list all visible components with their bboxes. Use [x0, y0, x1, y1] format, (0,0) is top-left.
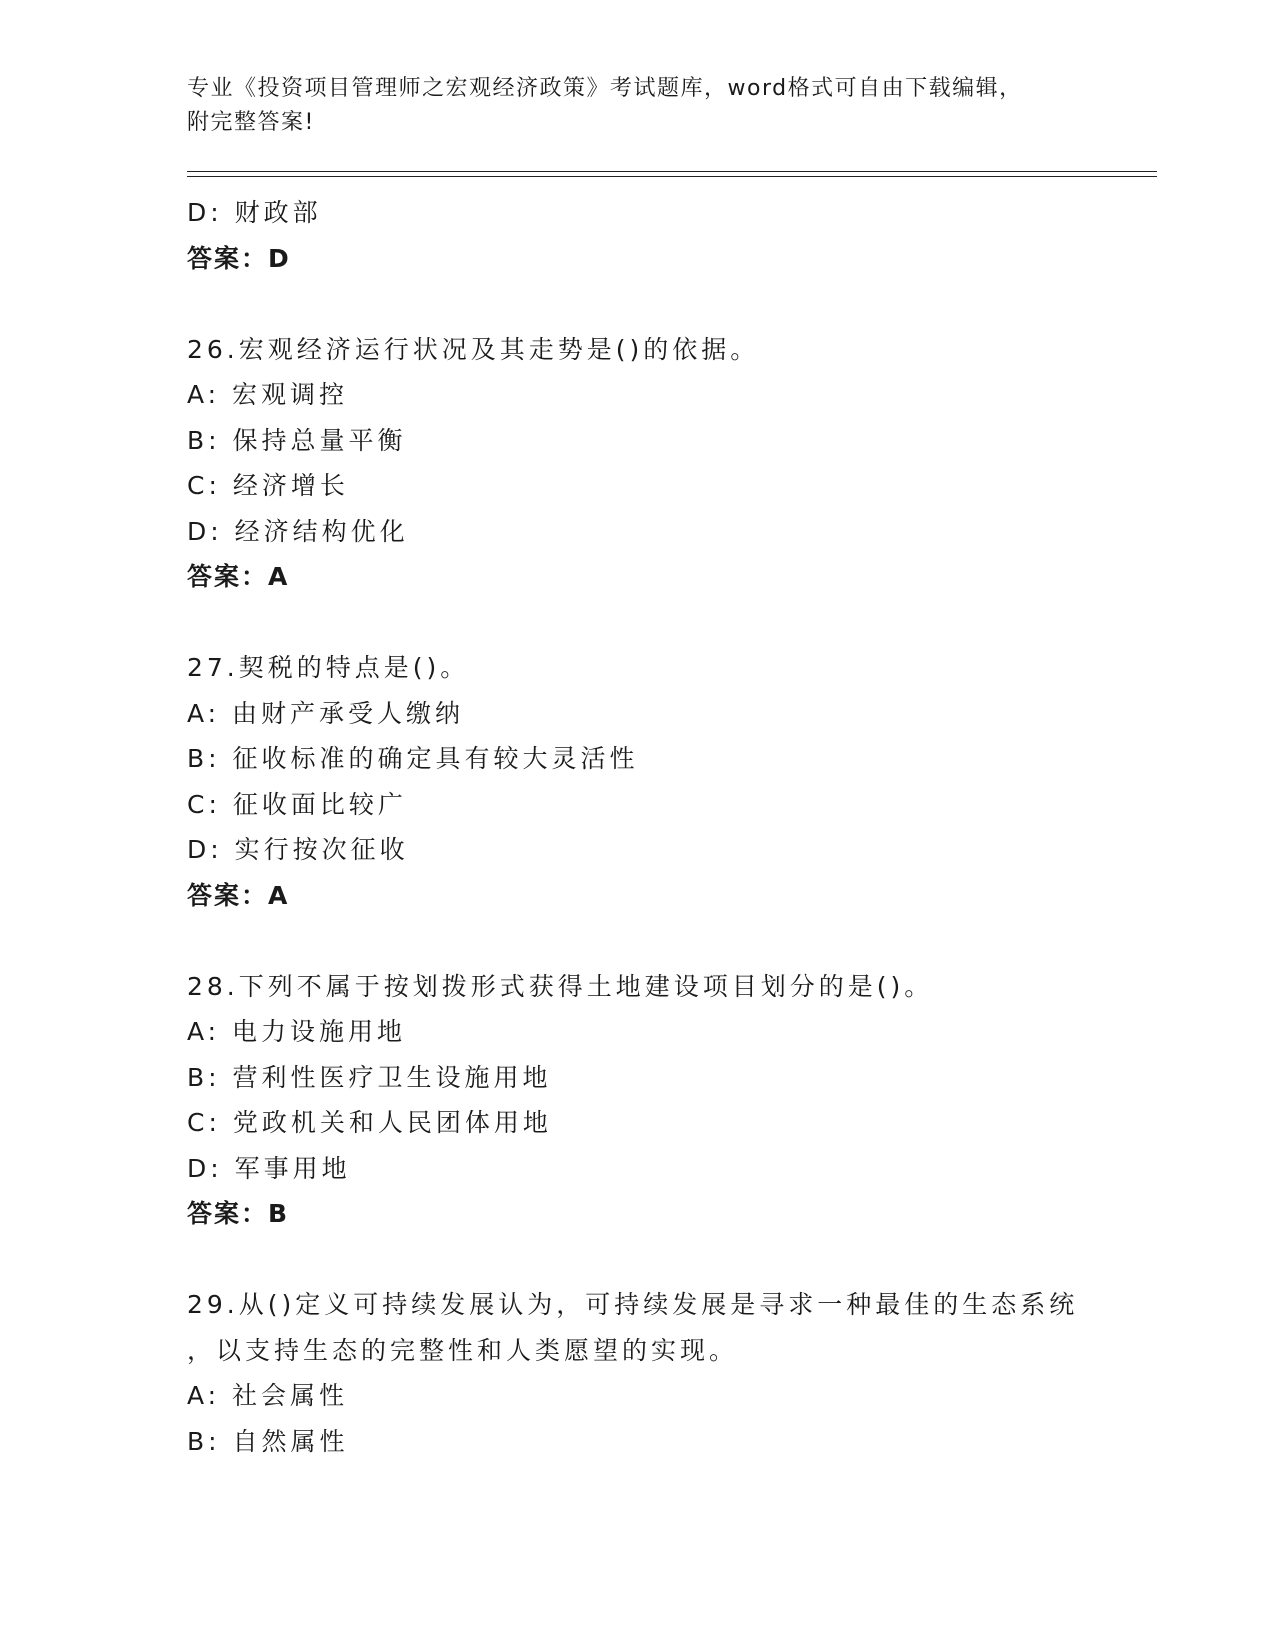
question-stem-continued: ，以支持生态的完整性和人类愿望的实现。 — [187, 1335, 739, 1365]
header-line-2: 附完整答案! — [187, 110, 315, 135]
header-rule-bottom — [187, 176, 1157, 177]
option-text: A: 由财产承受人缴纳 — [187, 698, 465, 728]
answer-text: 答案：A — [187, 562, 290, 591]
option-text: A: 社会属性 — [187, 1381, 349, 1410]
question-stem: 27.契税的特点是()。 — [187, 653, 470, 682]
option-text: C: 经济增长 — [187, 471, 349, 500]
option-text: D: 实行按次征收 — [187, 835, 409, 864]
question-stem: 28.下列不属于按划拨形式获得土地建设项目划分的是()。 — [187, 971, 934, 1001]
question-stem: 29.从()定义可持续发展认为，可持续发展是寻求一种最佳的生态系统 — [187, 1290, 1079, 1319]
option-text: C: 征收面比较广 — [187, 789, 407, 819]
header-line-1: 专业《投资项目管理师之宏观经济政策》考试题库，word格式可自由下载编辑， — [187, 76, 1023, 101]
question-stem: 26.宏观经济运行状况及其走势是()的依据。 — [187, 334, 760, 364]
document-header — [187, 72, 1067, 140]
option-text: C: 党政机关和人民团体用地 — [187, 1108, 552, 1137]
question-27 — [187, 645, 1087, 918]
question-26 — [187, 327, 1087, 600]
option-text: A: 宏观调控 — [187, 380, 349, 409]
option-text: B: 自然属性 — [187, 1426, 349, 1456]
option-text: A: 电力设施用地 — [187, 1017, 407, 1046]
option-text: D: 军事用地 — [187, 1153, 351, 1183]
answer-text: 答案：D — [187, 243, 291, 273]
option-text: B: 营利性医疗卫生设施用地 — [187, 1062, 552, 1092]
option-text: D: 经济结构优化 — [187, 516, 409, 546]
option-text: D: 财政部 — [187, 198, 322, 227]
option-text: B: 保持总量平衡 — [187, 425, 407, 455]
answer-text: 答案：B — [187, 1199, 290, 1228]
answer-text: 答案：A — [187, 880, 290, 910]
header-rule-top — [187, 171, 1157, 172]
option-text: B: 征收标准的确定具有较大灵活性 — [187, 744, 639, 773]
document-body — [187, 190, 1087, 1464]
question-29 — [187, 1282, 1087, 1464]
question-28 — [187, 964, 1087, 1237]
